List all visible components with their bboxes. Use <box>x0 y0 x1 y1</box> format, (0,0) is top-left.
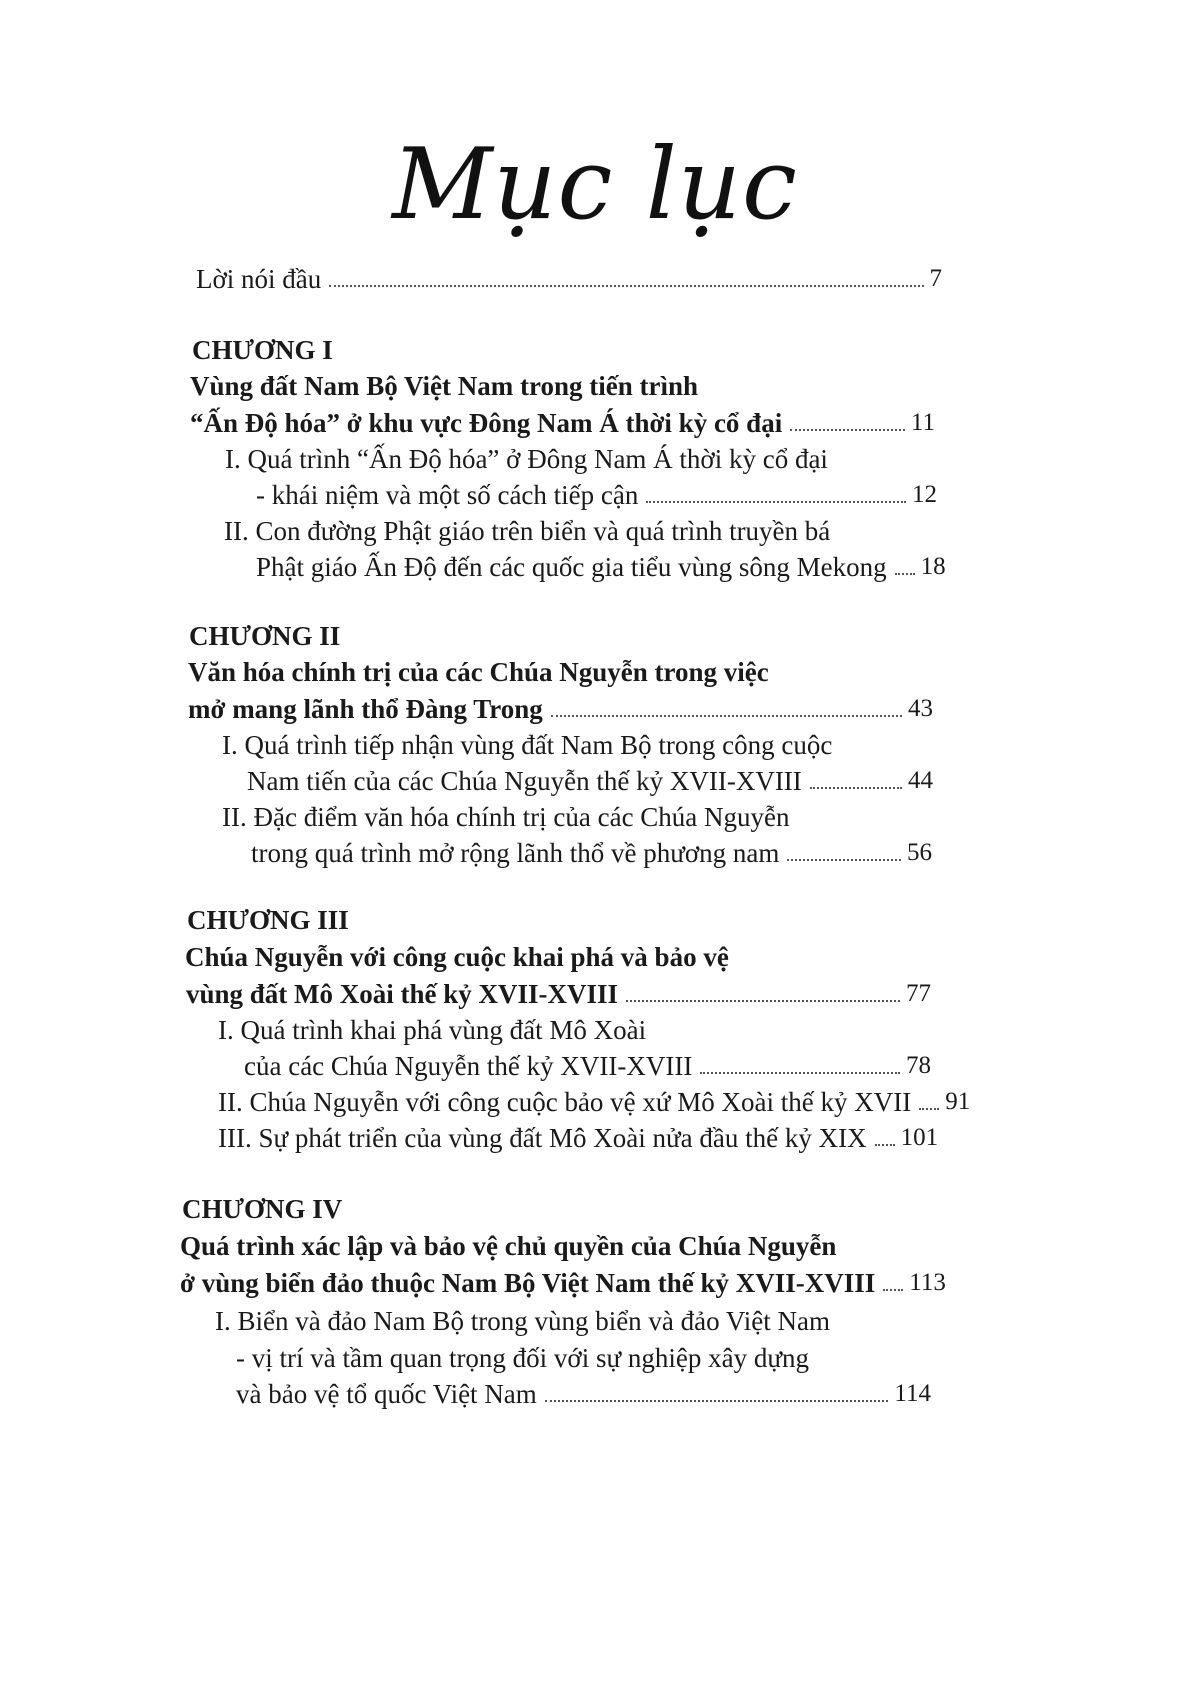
toc-page-number: 11 <box>910 409 935 436</box>
chapter-heading: CHƯƠNG II <box>189 621 341 651</box>
section-title: trong quá trình mở rộng lãnh thổ về phương nam <box>251 838 780 868</box>
chapter-title: Văn hóa chính trị của các Chúa Nguyễn trong việc <box>188 657 769 687</box>
section-title: của các Chúa Nguyễn thế kỷ XVII-XVIII <box>244 1051 693 1081</box>
toc-entry-section[interactable] <box>218 1121 939 1155</box>
chapter-title: mở mang lãnh thổ Đàng Trong <box>188 694 543 724</box>
toc-entry-chapter[interactable] <box>180 1266 946 1300</box>
toc-entry-section[interactable] <box>236 1377 931 1411</box>
dot-leader <box>919 1107 939 1110</box>
chapter-heading: CHƯƠNG IV <box>182 1194 343 1224</box>
toc-page-number: 78 <box>906 1052 931 1079</box>
toc-entry-section[interactable] <box>247 764 933 798</box>
section-title: và bảo vệ tổ quốc Việt Nam <box>236 1379 537 1409</box>
toc-entry-chapter[interactable] <box>186 977 931 1011</box>
toc-page-number: 91 <box>945 1088 971 1115</box>
toc-entry-section[interactable] <box>256 478 937 512</box>
dot-leader <box>626 999 900 1002</box>
dot-leader <box>329 284 923 287</box>
section-title: III. Sự phát triển của vùng đất Mô Xoài nửa đầu thế kỷ XIX <box>218 1123 867 1153</box>
chapter-heading: CHƯƠNG III <box>187 905 349 935</box>
toc-page-number: 113 <box>909 1269 946 1296</box>
toc-page-number: 77 <box>906 980 931 1007</box>
section-title: Nam tiến của các Chúa Nguyễn thế kỷ XVII-XVIII <box>247 766 802 796</box>
chapter-title: Chúa Nguyễn với công cuộc khai phá và bảo vệ <box>185 942 729 972</box>
toc-entry-label: Lời nói đầu <box>196 264 322 294</box>
toc-page-number: 7 <box>929 265 942 292</box>
dot-leader <box>545 1399 889 1402</box>
section-title: II. Chúa Nguyễn với công cuộc bảo vệ xứ Mô Xoài thế kỷ XVII <box>218 1087 912 1117</box>
toc-entry-section[interactable] <box>251 836 932 870</box>
section-title: II. Con đường Phật giáo trên biển và quá trình truyền bá <box>224 516 831 546</box>
page-title: Mục lục <box>392 128 798 242</box>
dot-leader <box>810 786 902 789</box>
chapter-title: Quá trình xác lập và bảo vệ chủ quyền của Chúa Nguyễn <box>180 1231 837 1261</box>
dot-leader <box>883 1288 903 1291</box>
chapter-title: ở vùng biển đảo thuộc Nam Bộ Việt Nam thế kỷ XVII-XVIII <box>180 1268 876 1298</box>
toc-page-number: 101 <box>900 1124 939 1151</box>
toc-page-number: 44 <box>908 767 933 794</box>
section-title: II. Đặc điểm văn hóa chính trị của các Chúa Nguyễn <box>222 802 790 832</box>
toc-entry-section[interactable] <box>244 1049 931 1083</box>
toc-entry-chapter[interactable] <box>190 406 935 440</box>
chapter-title: vùng đất Mô Xoài thế kỷ XVII-XVIII <box>186 979 619 1009</box>
dot-leader <box>646 500 906 503</box>
dot-leader <box>787 858 901 861</box>
section-title: I. Biển và đảo Nam Bộ trong vùng biển và đảo Việt Nam <box>215 1306 831 1336</box>
section-title: - vị trí và tầm quan trọng đối với sự nghiệp xây dựng <box>236 1343 809 1373</box>
toc-entry-section[interactable] <box>218 1085 971 1119</box>
toc-page-number: 18 <box>920 553 946 580</box>
section-title: I. Quá trình tiếp nhận vùng đất Nam Bộ trong công cuộc <box>222 730 833 760</box>
dot-leader <box>551 714 902 717</box>
toc-entry-section[interactable] <box>256 550 946 584</box>
dot-leader <box>790 428 905 431</box>
toc-page-number: 114 <box>894 1380 931 1407</box>
dot-leader <box>700 1071 900 1074</box>
section-title: I. Quá trình khai phá vùng đất Mô Xoài <box>218 1015 647 1045</box>
chapter-title: “Ấn Độ hóa” ở khu vực Đông Nam Á thời kỳ cổ đại <box>190 408 783 438</box>
toc-page-number: 43 <box>908 695 933 722</box>
toc-page-number: 56 <box>907 839 932 866</box>
chapter-heading: CHƯƠNG I <box>192 335 333 365</box>
dot-leader <box>875 1143 895 1146</box>
dot-leader <box>895 572 915 575</box>
section-title: Phật giáo Ấn Độ đến các quốc gia tiểu vùng sông Mekong <box>256 552 887 582</box>
section-title: I. Quá trình “Ấn Độ hóa” ở Đông Nam Á thời kỳ cổ đại <box>225 444 828 474</box>
toc-entry-chapter[interactable] <box>188 692 933 726</box>
chapter-title: Vùng đất Nam Bộ Việt Nam trong tiến trình <box>190 371 699 401</box>
section-title: - khái niệm và một số cách tiếp cận <box>256 480 639 510</box>
toc-page-number: 12 <box>912 481 937 508</box>
toc-entry-preface[interactable] <box>196 262 942 296</box>
